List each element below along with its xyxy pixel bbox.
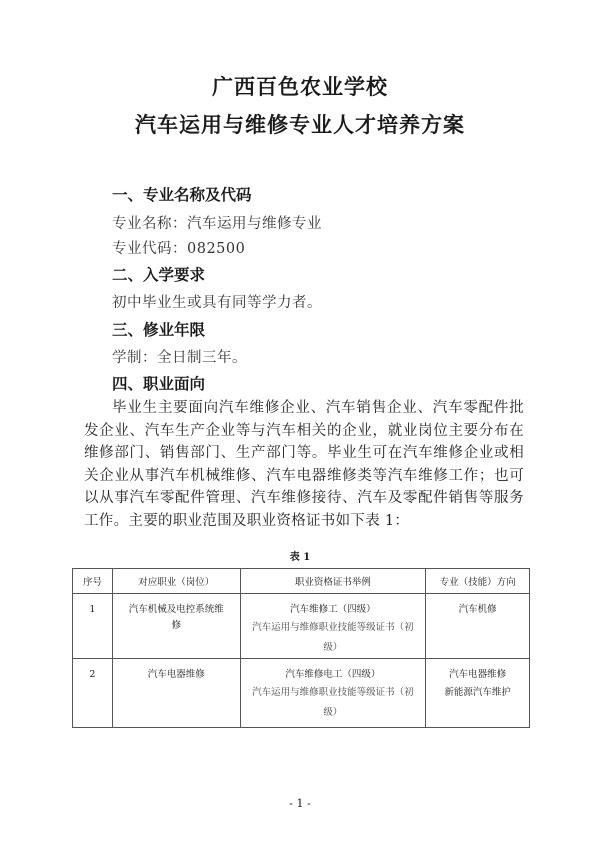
header-job: 对应职业（岗位） [112,569,240,594]
table-header-row [73,569,530,594]
row-direction-2: 新能源汽车维护 [444,687,511,698]
row-cert-sub: 汽车运用与维修职业技能等级证书（初级） [252,687,414,718]
row-cert-sub: 汽车运用与维修职业技能等级证书（初级） [252,622,414,653]
section-heading-duration: 三、修业年限 [112,321,206,339]
school-title: 广西百色农业学校 [212,74,388,99]
major-name-line: 专业名称：汽车运用与维修专业 [112,216,322,232]
table-row [73,594,530,659]
row-no: 2 [89,669,96,680]
career-paragraph: 毕业生主要面向汽车维修企业、汽车销售企业、汽车零配件批发企业、汽车生产企业等与汽车相关的企业，就业岗位主要分布在维修部门、销售部门、生产部门等。毕业生可在汽车维修企业或相关企业从事汽车机械维修、汽车电器维修类等汽车维修工作；也可以从事汽车零配件管理、汽车维修接待、汽车及零配件销售等服务工作。主要的职业范围及职业资格证书如下表 1： [84,400,524,529]
major-code-line: 专业代码：082500 [112,241,246,257]
page-number: - 1 - [289,797,311,810]
row-direction: 汽车电器维修 [449,669,507,680]
row-job: 汽车机械及电控系统维修 [128,604,224,631]
row-no: 1 [89,604,96,615]
table-caption: 表 1 [289,552,311,563]
row-cert-main: 汽车维修电工（四级） [285,669,381,680]
section-heading-career: 四、职业面向 [112,375,206,393]
header-cert: 职业资格证书举例 [240,569,426,594]
section-heading-admission: 二、入学要求 [112,266,206,284]
row-cert-main: 汽车维修工（四级） [290,604,376,615]
certificate-table [72,568,530,728]
header-direction: 专业（技能）方向 [426,569,530,594]
admission-line: 初中毕业生或具有同等学力者。 [112,295,322,311]
row-job: 汽车电器维修 [147,669,205,680]
section-heading-name-code: 一、专业名称及代码 [112,186,252,204]
plan-title: 汽车运用与维修专业人才培养方案 [135,112,465,137]
table-row [73,659,530,728]
row-direction: 汽车机修 [458,604,497,615]
duration-line: 学制：全日制三年。 [112,350,247,366]
header-no: 序号 [73,569,113,594]
